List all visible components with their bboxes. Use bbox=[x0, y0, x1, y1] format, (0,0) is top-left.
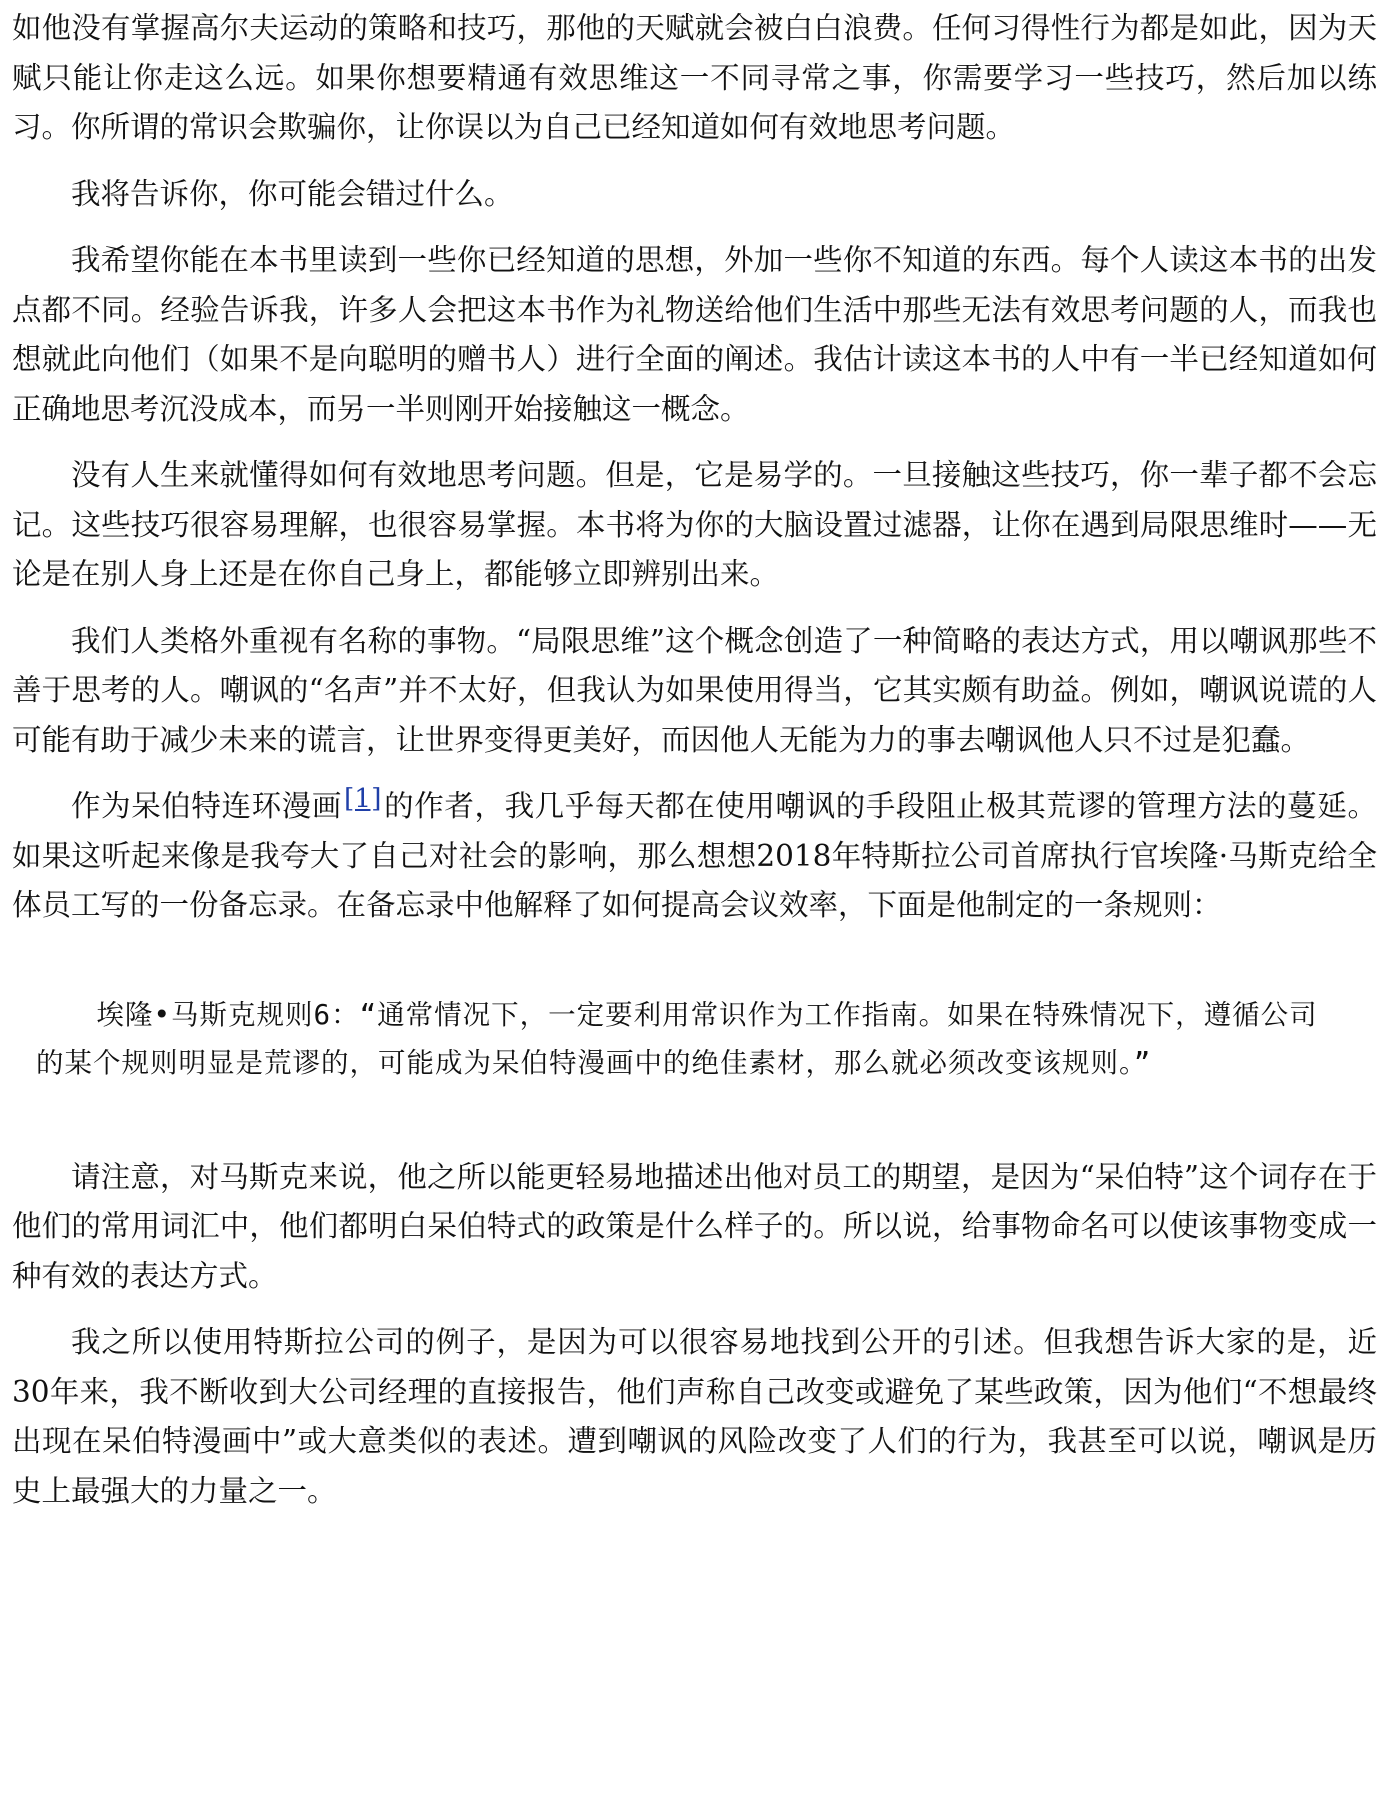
paragraph: 我们人类格外重视有名称的事物。“局限思维”这个概念创造了一种简略的表达方式，用以嘲讽那些不善于思考的人。嘲讽的“名声”并不太好，但我认为如果使用得当，它其实颇有助益。例如，嘲讽说谎的人可能有助于减少未来的谎言，让世界变得更美好，而因他人无能为力的事去嘲讽他人只不过是犯蠢。 bbox=[12, 623, 1377, 757]
book-page bbox=[12, 4, 1377, 1533]
paragraph: 我希望你能在本书里读到一些你已经知道的思想，外加一些你不知道的东西。每个人读这本书的出发点都不同。经验告诉我，许多人会把这本书作为礼物送给他们生活中那些无法有效思考问题的人，而我也想就此向他们（如果不是向聪明的赠书人）进行全面的阐述。我估计读这本书的人中有一半已经知道如何正确地思考沉没成本，而另一半则刚开始接触这一概念。 bbox=[12, 243, 1377, 426]
paragraph-continued: 如他没有掌握高尔夫运动的策略和技巧，那他的天赋就会被白白浪费。任何习得性行为都是如此，因为天赋只能让你走这么远。如果你想要精通有效思维这一不同寻常之事，你需要学习一些技巧，然后加以练习。你所谓的常识会欺骗你，让你误以为自己已经知道如何有效地思考问题。 bbox=[12, 11, 1377, 144]
paragraph-with-footnote bbox=[12, 782, 1377, 931]
paragraph: 没有人生来就懂得如何有效地思考问题。但是，它是易学的。一旦接触这些技巧，你一辈子都不会忘记。这些技巧很容易理解，也很容易掌握。本书将为你的大脑设置过滤器，让你在遇到局限思维时——无论是在别人身上还是在你自己身上，都能够立即辨别出来。 bbox=[12, 458, 1377, 591]
footnote-link[interactable]: [1] bbox=[343, 782, 382, 814]
paragraph: 我之所以使用特斯拉公司的例子，是因为可以很容易地找到公开的引述。但我想告诉大家的是，近30年来，我不断收到大公司经理的直接报告，他们声称自己改变或避免了某些政策，因为他们“不想最终出现在呆伯特漫画中”或大意类似的表述。遭到嘲讽的风险改变了人们的行为，我甚至可以说，嘲讽是历史上最强大的力量之一。 bbox=[12, 1325, 1377, 1508]
paragraph: 我将告诉你，你可能会错过什么。 bbox=[71, 176, 514, 211]
paragraph: 请注意，对马斯克来说，他之所以能更轻易地描述出他对员工的期望，是因为“呆伯特”这个词存在于他们的常用词汇中，他们都明白呆伯特式的政策是什么样子的。所以说，给事物命名可以使该事物变成一种有效的表达方式。 bbox=[12, 1159, 1377, 1293]
block-quote: 埃隆•马斯克规则6：“通常情况下，一定要利用常识作为工作指南。如果在特殊情况下，遵循公司的某个规则明显是荒谬的，可能成为呆伯特漫画中的绝佳素材，那么就必须改变该规则。” bbox=[36, 998, 1318, 1079]
paragraph-text-before-ref: 作为呆伯特连环漫画 bbox=[71, 789, 342, 823]
paragraph-text-after-ref: 的作者，我几乎每天都在使用嘲讽的手段阻止极其荒谬的管理方法的蔓延。如果这听起来像是我夸大了自己对社会的影响，那么想想2018年特斯拉公司首席执行官埃隆·马斯克给全体员工写的一份备忘录。在备忘录中他解释了如何提高会议效率，下面是他制定的一条规则： bbox=[12, 789, 1377, 922]
